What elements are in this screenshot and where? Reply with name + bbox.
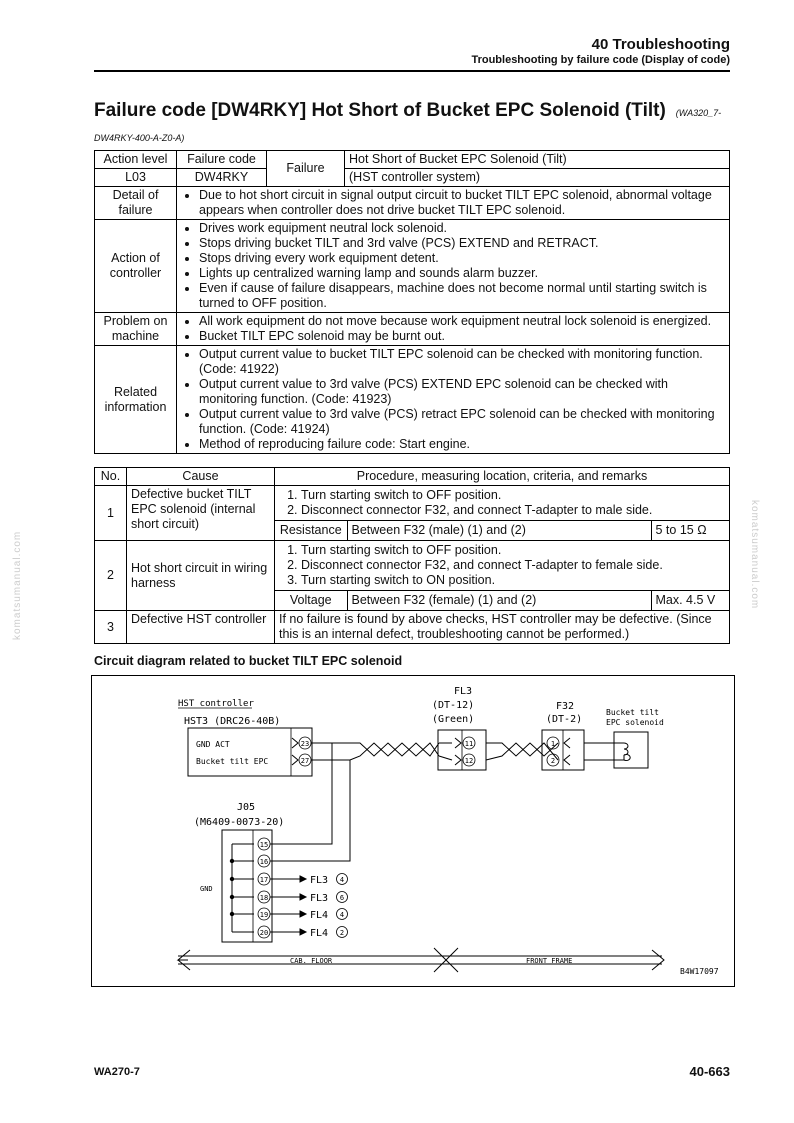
row-procedure [275, 486, 730, 541]
pin-19-label: 19 [259, 911, 269, 919]
row-cause: Defective bucket TILT EPC solenoid (internal short circuit) [127, 486, 275, 541]
branch-labels [310, 874, 348, 940]
pin-chevron [455, 755, 461, 765]
pin-2-label: 2 [550, 757, 556, 765]
failure-label: Failure [267, 151, 345, 187]
related-item: • Method of reproducing failure code: Start engine. [199, 437, 725, 452]
failure-line2: (HST controller system) [345, 169, 730, 187]
row-cause: Hot short circuit in wiring harness [127, 541, 275, 611]
action-item: • Lights up centralized warning lamp and sounds alarm buzzer. [199, 266, 725, 281]
branch-fl4: FL4 [310, 928, 329, 939]
pin-1-label: 1 [550, 740, 556, 748]
action-item: • Even if cause of failure disappears, machine does not become normal until starting switch is turned to OFF position. [199, 281, 725, 311]
pin-chevron [455, 738, 461, 748]
row-no: 3 [95, 611, 127, 644]
footer-page: 40-663 [689, 1064, 730, 1079]
pin-chevron [564, 755, 570, 765]
circuit-svg [92, 676, 734, 986]
branch-fl4: FL4 [310, 910, 329, 921]
header-rule [94, 70, 730, 72]
hst-connector: HST3 (DRC26-40B) [184, 716, 281, 727]
page-title-text: Failure code [DW4RKY] Hot Short of Bucket EPC Solenoid (Tilt) [94, 100, 666, 121]
failure-code-value: DW4RKY [177, 169, 267, 187]
solenoid-label-2: EPC solenoid [606, 718, 664, 727]
pin-chevron [292, 755, 298, 765]
hst-label: HST controller [178, 699, 254, 709]
doc-ref-continued: DW4RKY-400-A-Z0-A) [94, 133, 185, 143]
pin-23-label: 23 [300, 740, 310, 748]
fl3-type: (DT-12) [432, 700, 475, 711]
figure-code: B4W17097 [680, 967, 719, 976]
branch-fl3: FL3 [310, 875, 329, 886]
subsection-title: Troubleshooting by failure code (Display of code) [471, 54, 730, 66]
problem-cell [177, 313, 730, 346]
branch-pin-label: 4 [339, 876, 345, 884]
pin-18-label: 18 [259, 894, 269, 902]
pin-27-label: 27 [300, 757, 310, 765]
procedure-step: 1. Turn starting switch to OFF position. [301, 543, 725, 558]
related-label: Related information [95, 346, 177, 454]
row-no: 1 [95, 486, 127, 541]
row-no: 2 [95, 541, 127, 611]
gnd-act-label: GND ACT [196, 740, 230, 749]
procedure-step: 2. Disconnect connector F32, and connect T-adapter to female side. [301, 558, 725, 573]
failure-code-label: Failure code [177, 151, 267, 169]
problem-item: • Bucket TILT EPC solenoid may be burnt out. [199, 329, 725, 344]
circuit-diagram [91, 675, 735, 987]
j05-type: (M6409-0073-20) [194, 817, 285, 828]
action-item: • Stops driving bucket TILT and 3rd valve (PCS) EXTEND and RETRACT. [199, 236, 725, 251]
related-item: • Output current value to bucket TILT EPC solenoid can be checked with monitoring function. (Code: 41922) [199, 347, 725, 377]
branch-pin-label: 4 [339, 911, 345, 919]
doc-ref: (WA320_7- [675, 108, 722, 118]
col-procedure: Procedure, measuring location, criteria, and remarks [275, 468, 730, 486]
cause-table [94, 467, 730, 644]
f32-type: (DT-2) [546, 714, 583, 725]
pin-16-label: 16 [259, 858, 269, 866]
related-item: • Output current value to 3rd valve (PCS) retract EPC solenoid can be checked with monitoring function. (Code: 41924) [199, 407, 725, 437]
circuit-title: Circuit diagram related to bucket TILT EPC solenoid [94, 654, 403, 668]
row-procedure: If no failure is found by above checks, HST controller may be defective. (Since this is an internal defect, troubleshooting cannot be performed.) [275, 611, 730, 644]
problem-item: • All work equipment do not move because work equipment neutral lock solenoid is energized. [199, 314, 725, 329]
pin-17-label: 17 [259, 876, 269, 884]
bucket-tilt-epc-label: Bucket tilt EPC [196, 757, 269, 766]
detail-text: • Due to hot short circuit in signal output circuit to bucket TILT EPC solenoid, abnormal voltage appears when controller does not drive bucket TILT EPC solenoid. [199, 188, 725, 218]
col-no: No. [95, 468, 127, 486]
j05-pins [258, 838, 270, 938]
measure-label: Resistance [275, 521, 347, 541]
table-row [95, 486, 730, 541]
procedure-step: 3. Turn starting switch to ON position. [301, 573, 725, 588]
procedure-step: 2. Disconnect connector F32, and connect T-adapter to male side. [301, 503, 725, 518]
wire-j05-hst [270, 743, 350, 861]
action-item: • Stops driving every work equipment detent. [199, 251, 725, 266]
solenoid-box [614, 732, 648, 768]
solenoid-coil-icon [584, 743, 630, 761]
measure-value: 5 to 15 Ω [651, 521, 729, 541]
fl3-color: (Green) [432, 714, 475, 725]
hst-box [188, 728, 312, 776]
watermark-right: komatsumanual.com [749, 500, 760, 610]
gnd-label: GND [200, 885, 213, 893]
measure-label: Voltage [275, 591, 347, 611]
problem-label: Problem on machine [95, 313, 177, 346]
related-item: • Output current value to 3rd valve (PCS) EXTEND EPC solenoid can be checked with monitoring function. (Code: 41923) [199, 377, 725, 407]
table-row [95, 541, 730, 611]
table-row [95, 611, 730, 644]
action-label: Action of controller [95, 220, 177, 313]
page-title [94, 100, 721, 122]
frame-arrows [178, 948, 664, 972]
row-cause: Defective HST controller [127, 611, 275, 644]
section-title: 40 Troubleshooting [591, 36, 730, 53]
watermark-left: komatsumanual.com [12, 530, 23, 640]
f32-name: F32 [556, 701, 575, 712]
front-frame-label: FRONT FRAME [526, 957, 573, 965]
j05-name: J05 [237, 802, 256, 813]
footer-model: WA270-7 [94, 1066, 140, 1078]
branch-pin-label: 2 [339, 929, 345, 937]
pin-chevron [292, 738, 298, 748]
related-cell [177, 346, 730, 454]
procedure-step: 1. Turn starting switch to OFF position. [301, 488, 725, 503]
pin-15-label: 15 [259, 841, 269, 849]
col-cause: Cause [127, 468, 275, 486]
pin-chevron [564, 738, 570, 748]
failure-info-table [94, 150, 730, 454]
pin-20-label: 20 [259, 929, 269, 937]
action-item: • Drives work equipment neutral lock solenoid. [199, 221, 725, 236]
detail-label: Detail of failure [95, 187, 177, 220]
pin-11-label: 11 [464, 740, 474, 748]
measure-where: Between F32 (male) (1) and (2) [347, 521, 651, 541]
detail-cell [177, 187, 730, 220]
pin-12-label: 12 [464, 757, 474, 765]
cab-floor-label: CAB. FLOOR [290, 957, 333, 965]
j05-internal-bus [232, 844, 254, 932]
failure-line1: Hot Short of Bucket EPC Solenoid (Tilt) [345, 151, 730, 169]
measure-where: Between F32 (female) (1) and (2) [347, 591, 651, 611]
solenoid-label-1: Bucket tilt [606, 708, 659, 717]
fl3-name: FL3 [454, 686, 473, 697]
action-level-label: Action level [95, 151, 177, 169]
branch-fl3: FL3 [310, 893, 329, 904]
action-level-value: L03 [95, 169, 177, 187]
action-cell [177, 220, 730, 313]
branch-pin-label: 6 [339, 894, 345, 902]
measure-value: Max. 4.5 V [651, 591, 729, 611]
branch-arrows [270, 876, 306, 935]
row-procedure [275, 541, 730, 611]
